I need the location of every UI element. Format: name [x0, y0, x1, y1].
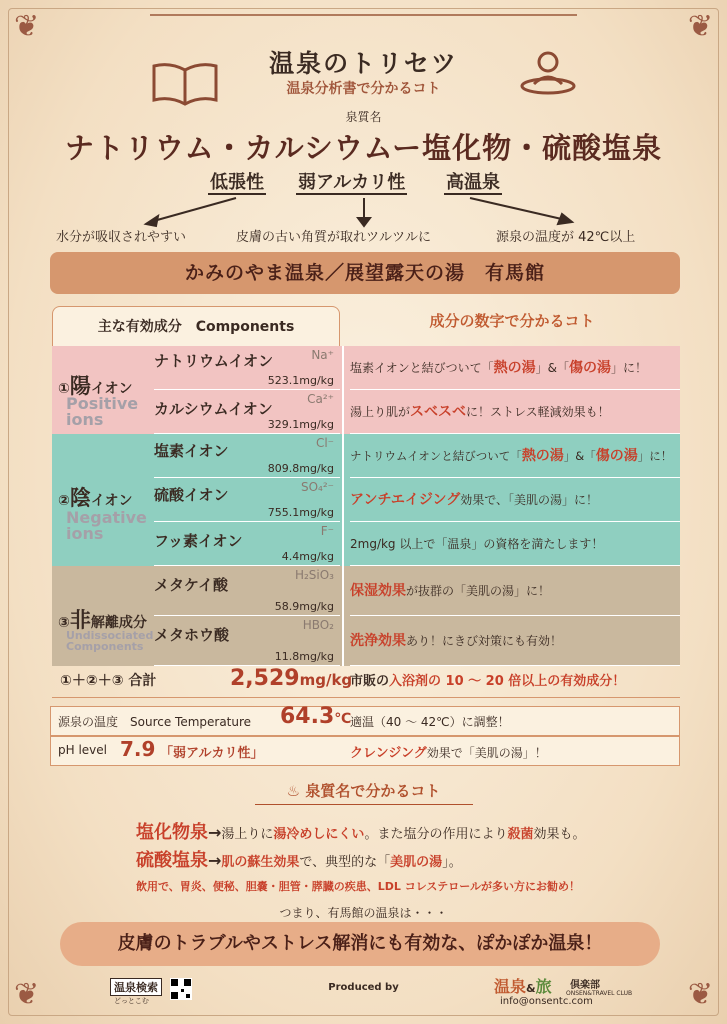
- desc-metaboric: 洗浄効果あり！にきび対策にも有効！: [350, 616, 680, 666]
- temperature-desc: 適温（40 ～ 42℃）に調整！: [350, 715, 510, 729]
- components-header: 主な有効成分 Components: [52, 306, 340, 346]
- component-row-calcium: カルシウムイオン Ca²⁺ 329.1mg/kg: [154, 390, 340, 434]
- group-label-positive: ①陽イオン: [58, 374, 133, 398]
- total-label: ①＋②＋③ 合計: [60, 673, 157, 689]
- club-english: ONSEN&TRAVEL CLUB: [566, 990, 633, 997]
- component-row-chloride: 塩素イオン Cl⁻ 809.8mg/kg: [154, 434, 340, 478]
- poster-title: 温泉のトリセツ: [269, 49, 458, 78]
- conclusion-lead: つまり、有馬館の温泉は・・・: [279, 906, 448, 920]
- club-label: 倶楽部: [570, 980, 600, 991]
- know-header: 成分の数字で分かるコト: [429, 312, 595, 330]
- desc-calcium: 湯上り肌がスベスベに！ストレス軽減効果も！: [350, 390, 680, 434]
- desc-sulfate: アンチエイジング効果で、「美肌の湯」に！: [350, 478, 680, 522]
- trait-weak-alkaline: 弱アルカリ性: [298, 172, 406, 193]
- ph-label: pH level: [58, 743, 107, 757]
- ph-value: 7.9: [120, 737, 156, 761]
- desc-sodium: 塩素イオンと結びついて「熱の湯」&「傷の湯」に！: [350, 346, 680, 390]
- section-spring-type: ♨ 泉質名で分かるコト: [286, 782, 441, 800]
- temperature-label: 源泉の温度 Source Temperature: [58, 715, 252, 729]
- effect-smooth-skin: 皮膚の古い角質が取れツルツルに: [236, 230, 432, 245]
- facility-banner: かみのやま温泉／展望露天の湯 有馬館: [50, 252, 680, 294]
- trait-arrows: [0, 196, 727, 230]
- component-row-metaboric: メタホウ酸 HBO₂ 11.8mg/kg: [154, 616, 340, 666]
- total-desc: 市販の入浴剤の 10 ～ 20 倍以上の有効成分！: [350, 674, 626, 689]
- temperature-value: 64.3℃: [280, 704, 352, 729]
- corner-ornament-icon: ❦: [687, 9, 713, 44]
- component-row-sodium: ナトリウムイオン Na⁺ 523.1mg/kg: [154, 346, 340, 390]
- brand-logo: 温泉&旅: [494, 977, 552, 996]
- top-flourish: [150, 14, 577, 16]
- search-logo: 温泉検索: [110, 978, 162, 996]
- corner-ornament-icon: ❦: [687, 977, 713, 1012]
- total-value: 2,529mg/kg: [230, 666, 353, 691]
- effect-source-temp: 源泉の温度が 42℃以上: [496, 230, 636, 245]
- spring-type-name: ナトリウム・カルシウムー塩化物・硫酸塩泉: [64, 131, 663, 165]
- desc-chloride: ナトリウムイオンと結びついて「熱の湯」&「傷の湯」に！: [350, 434, 680, 478]
- effect-absorption: 水分が吸収されやすい: [56, 230, 187, 245]
- desc-metasilicic: 保湿効果が抜群の「美肌の湯」に！: [350, 566, 680, 616]
- ph-type: 「弱アルカリ性」: [160, 746, 264, 761]
- contact-email[interactable]: info@onsentc.com: [500, 996, 593, 1007]
- ghost-positive: Positive ions: [66, 394, 139, 429]
- spring-type-label: 泉質名: [345, 110, 382, 124]
- point-chloride: 塩化物泉→湯上りに湯冷めしにくい。また塩分の作用により殺菌効果も。: [136, 822, 586, 843]
- ph-desc: クレンジング効果で「美肌の湯」！: [350, 746, 547, 761]
- component-row-metasilicic: メタケイ酸 H₂SiO₃ 58.9mg/kg: [154, 566, 340, 616]
- component-row-sulfate: 硫酸イオン SO₄²⁻ 755.1mg/kg: [154, 478, 340, 522]
- trait-high-temp: 高温泉: [446, 172, 500, 193]
- component-row-fluoride: フッ素イオン F⁻ 4.4mg/kg: [154, 522, 340, 566]
- poster-subtitle: 温泉分析書で分かるコト: [286, 81, 441, 97]
- produced-by: Produced by: [328, 982, 399, 993]
- ghost-undissociated: Undissociated Components: [66, 629, 154, 653]
- corner-ornament-icon: ❦: [14, 9, 40, 44]
- hot-spring-icon: ♨: [286, 782, 306, 800]
- conclusion-pill: 皮膚のトラブルやストレス解消にも有効な、ぽかぽか温泉！: [60, 922, 660, 966]
- group-label-undissociated: ③非解離成分: [58, 608, 147, 632]
- desc-fluoride: 2mg/kg 以上で「温泉」の資格を満たします！: [350, 522, 680, 566]
- corner-ornament-icon: ❦: [14, 977, 40, 1012]
- ghost-negative: Negative ions: [66, 508, 147, 543]
- trait-hypotonic: 低張性: [210, 172, 264, 193]
- section-underline: [255, 804, 473, 805]
- group-label-negative: ②陰イオン: [58, 486, 133, 510]
- drink-note: 飲用で、胃炎、便秘、胆嚢・胆管・膵臓の疾患、LDL コレステロールが多い方にお勧め！: [136, 880, 580, 893]
- point-sulfate: 硫酸塩泉→肌の蘇生効果で、典型的な「美肌の湯」。: [136, 850, 462, 871]
- search-logo-sub: どっとこむ: [114, 997, 149, 1005]
- column-divider: [342, 346, 344, 666]
